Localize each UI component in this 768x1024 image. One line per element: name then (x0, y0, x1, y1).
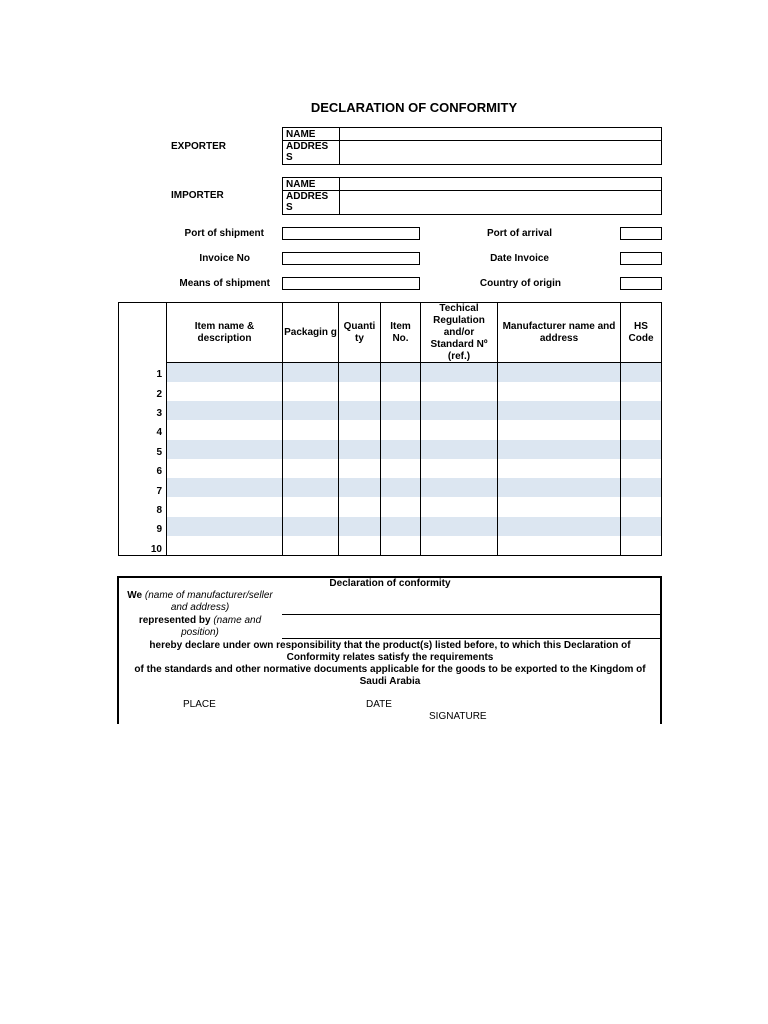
row-number: 3 (156, 408, 162, 419)
header-item-name: Item name & description (194, 320, 255, 344)
invoice-no-field[interactable] (282, 252, 420, 265)
row-number: 10 (150, 544, 162, 555)
importer-name-field[interactable] (341, 178, 659, 190)
place-label: PLACE (183, 699, 216, 710)
page-title: DECLARATION OF CONFORMITY (310, 100, 518, 115)
rep-bold: represented by (138, 615, 211, 626)
signature-label: SIGNATURE (429, 711, 487, 722)
header-technical-regulation: Techical Regulation and/or Standard Nº (ref.) (430, 302, 488, 362)
header-manufacturer: Manufacturer name and address (502, 320, 616, 344)
means-of-shipment-field[interactable] (282, 277, 420, 290)
manufacturer-field[interactable] (282, 591, 660, 613)
declaration-heading: Declaration of conformity (329, 578, 451, 589)
date-label: DATE (366, 699, 392, 710)
means-of-shipment-label: Means of shipment (179, 278, 270, 289)
row-number: 4 (156, 427, 162, 438)
port-of-shipment-label: Port of shipment (184, 228, 264, 239)
row-number: 9 (156, 524, 162, 535)
header-quantity: Quanti ty (343, 320, 376, 344)
exporter-name-label: NAME (286, 129, 316, 140)
port-of-arrival-label: Port of arrival (486, 228, 552, 239)
header-packaging: Packagin g (284, 326, 337, 338)
exporter-label: EXPORTER (171, 141, 227, 152)
rep-italic: (name and position) (181, 615, 262, 638)
importer-address-label: ADDRES S (286, 191, 329, 213)
row-number: 5 (156, 447, 162, 458)
we-italic: (name of manufacturer/seller and address) (144, 590, 273, 613)
row-number: 1 (156, 369, 162, 380)
row-number: 6 (156, 466, 162, 477)
country-of-origin-field[interactable] (620, 277, 662, 290)
we-bold: We (127, 590, 143, 601)
header-hs-code: HS Code (628, 320, 654, 344)
invoice-no-label: Invoice No (199, 253, 250, 264)
importer-box (282, 177, 662, 215)
row-number: 7 (156, 486, 162, 497)
country-of-origin-label: Country of origin (479, 278, 561, 289)
exporter-address-field[interactable] (341, 141, 659, 163)
exporter-address-label: ADDRES S (286, 141, 329, 163)
importer-label: IMPORTER (171, 190, 224, 201)
importer-name-label: NAME (286, 179, 316, 190)
header-item-no: Item No. (390, 320, 411, 344)
port-of-arrival-field[interactable] (620, 227, 662, 240)
exporter-name-field[interactable] (341, 128, 659, 140)
declaration-statement-2: of the standards and other normative documents applicable for the goods to be exported to the Kingdom of Saudi Arabia (134, 664, 646, 687)
representative-field[interactable] (282, 616, 660, 637)
declaration-statement-1: hereby declare under own responsibility that the product(s) listed before, to which this Declaration of Conformity relates satisfy the requirements (149, 640, 631, 663)
date-invoice-label: Date Invoice (490, 253, 549, 264)
we-label (119, 590, 281, 614)
exporter-box (282, 127, 662, 165)
importer-address-field[interactable] (341, 191, 659, 213)
row-number: 2 (156, 389, 162, 400)
port-of-shipment-field[interactable] (282, 227, 420, 240)
represented-by-label (119, 615, 281, 639)
date-invoice-field[interactable] (620, 252, 662, 265)
row-number: 8 (156, 505, 162, 516)
